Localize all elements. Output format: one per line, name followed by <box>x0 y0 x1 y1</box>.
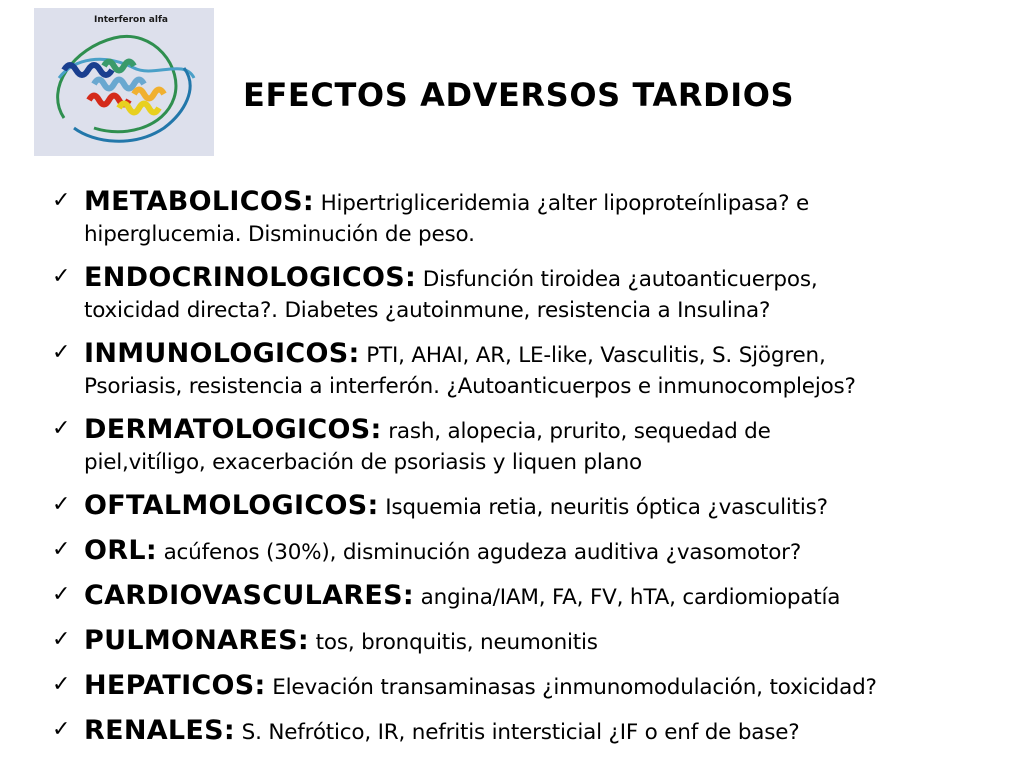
bullet-detail: Elevación transaminasas ¿inmunomodulación, toxicidad? <box>265 675 877 700</box>
check-icon: ✓ <box>52 264 71 289</box>
check-icon: ✓ <box>52 582 71 607</box>
bullet-detail: Isquemia retia, neuritis óptica ¿vasculitis? <box>378 495 828 520</box>
check-icon: ✓ <box>52 340 71 365</box>
bullet-term: METABOLICOS: <box>84 186 314 217</box>
bullet-term: DERMATOLOGICOS: <box>84 414 382 445</box>
image-caption: Interferon alfa <box>94 15 168 25</box>
check-icon: ✓ <box>52 672 71 697</box>
bullet-detail: acúfenos (30%), disminución agudeza auditiva ¿vasomotor? <box>156 540 802 565</box>
bullet-detail: Hipertrigliceridemia ¿alter lipoproteínlipasa? e <box>313 191 810 216</box>
bullet-term: PULMONARES: <box>84 625 310 656</box>
bullet-detail: angina/IAM, FA, FV, hTA, cardiomiopatía <box>414 585 841 610</box>
bullet-detail: tos, bronquitis, neumonitis <box>309 630 598 655</box>
bullet-term: ENDOCRINOLOGICOS: <box>84 262 417 293</box>
check-icon: ✓ <box>52 416 71 441</box>
check-icon: ✓ <box>52 537 71 562</box>
slide-title: EFECTOS ADVERSOS TARDIOS <box>243 76 795 114</box>
bullet-detail: Disfunción tiroidea ¿autoanticuerpos, <box>416 267 818 292</box>
check-icon: ✓ <box>52 492 71 517</box>
bullet-continuation: Psoriasis, resistencia a interferón. ¿Autoanticuerpos e inmunocomplejos? <box>84 374 856 399</box>
bullet-continuation: hiperglucemia. Disminución de peso. <box>84 222 475 247</box>
bullet-term: RENALES: <box>84 715 236 746</box>
bullet-term: HEPATICOS: <box>84 670 266 701</box>
bullet-term: CARDIOVASCULARES: <box>84 580 415 611</box>
check-icon: ✓ <box>52 188 71 213</box>
bullet-term: ORL: <box>84 535 157 566</box>
bullet-term: INMUNOLOGICOS: <box>84 338 360 369</box>
bullet-continuation: toxicidad directa?. Diabetes ¿autoinmune, resistencia a Insulina? <box>84 298 771 323</box>
bullet-detail: rash, alopecia, prurito, sequedad de <box>381 419 771 444</box>
check-icon: ✓ <box>52 717 71 742</box>
bullet-detail: PTI, AHAI, AR, LE-like, Vasculitis, S. Sjögren, <box>359 343 826 368</box>
bullet-term: OFTALMOLOGICOS: <box>84 490 379 521</box>
bullet-detail: S. Nefrótico, IR, nefritis intersticial ¿IF o enf de base? <box>235 720 800 745</box>
check-icon: ✓ <box>52 627 71 652</box>
bullet-continuation: piel,vitíligo, exacerbación de psoriasis y liquen plano <box>84 450 642 475</box>
